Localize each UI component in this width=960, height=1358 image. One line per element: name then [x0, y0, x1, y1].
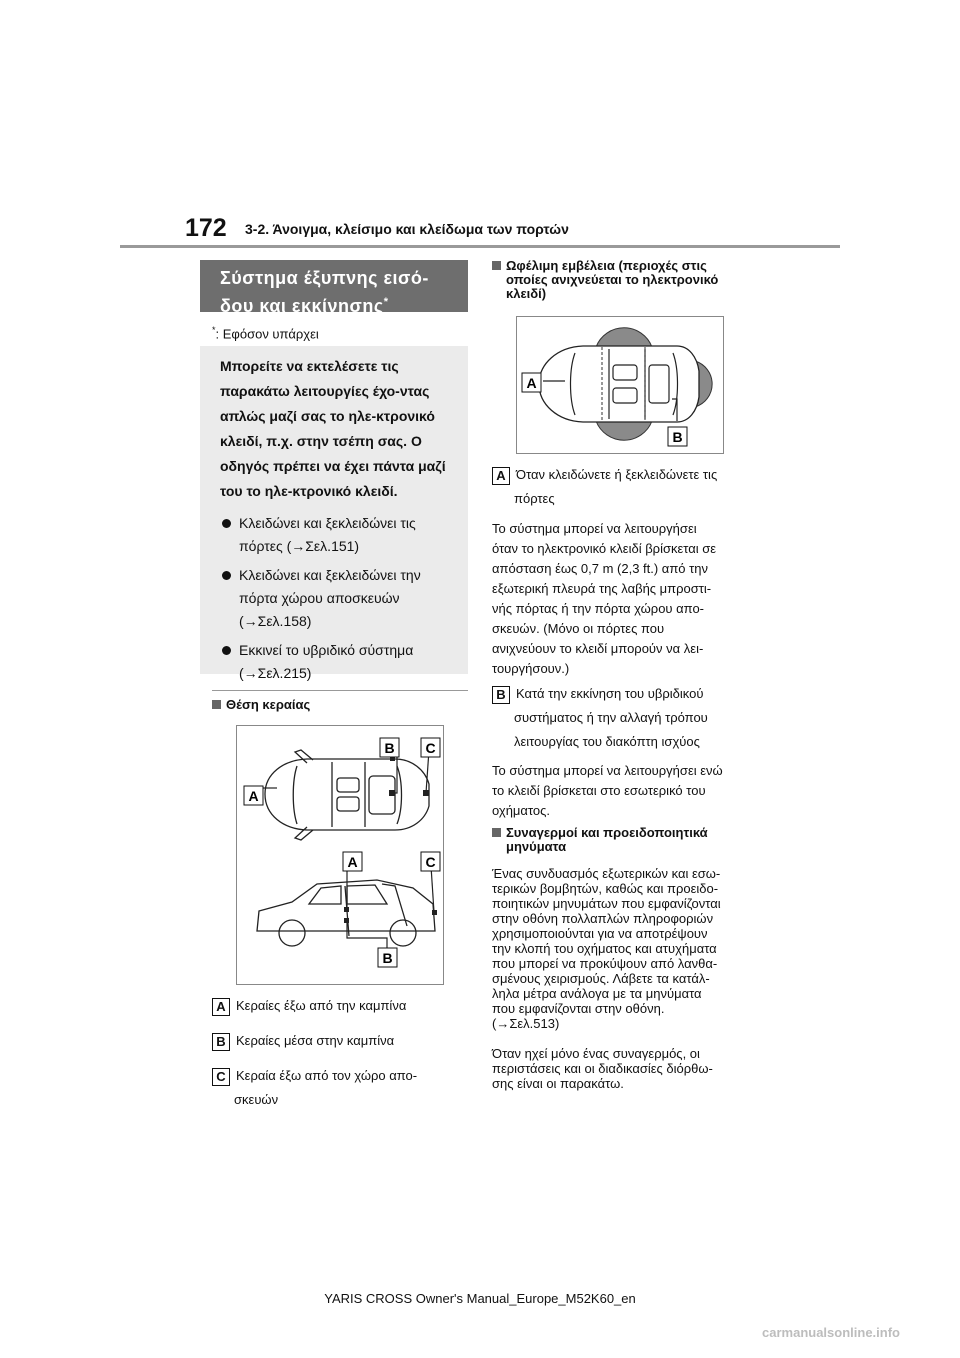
tag-c-side: C	[425, 854, 436, 870]
text-line: ανιχνεύουν το κλειδί μπορούν να λει-	[492, 641, 704, 656]
antenna-figure	[236, 725, 444, 985]
antenna-diagram	[237, 726, 443, 984]
footnote-text: : Εφόσον υπάρχει	[215, 326, 319, 342]
footnote	[212, 325, 319, 341]
text-line: οχήματος.	[492, 803, 550, 818]
bullet-text: Κλειδώνει και ξεκλειδώνει την πόρτα χώρου αποσκευών (→Σελ.158)	[239, 567, 421, 629]
text-line: τουργήσουν.)	[492, 661, 570, 676]
header-rule	[120, 245, 840, 248]
range-b-cont-1: συστήματος ή την αλλαγή τρόπου	[514, 710, 708, 725]
antenna-markers	[344, 756, 437, 923]
heading-asterisk: *	[383, 296, 389, 308]
tag-b-side: B	[382, 950, 393, 966]
text-line: χρησιμοποιούνται για να αποτρέψουν	[492, 926, 708, 941]
text-line: που μπορεί να προκύψουν από λανθα-	[492, 956, 718, 971]
text-line: ληλα μέτρα ανάλογα με τα μηνύματα	[492, 986, 702, 1001]
info-intro: Μπορείτε να εκτελέσετε τις παρακάτω λειτουργίες έχο-ντας απλώς μαζί σας το ηλε-κτρονικό κλειδί, π.χ. στην τσέπη σας. Ο οδηγός πρέπει να έχει πάντα μαζί του το ηλε-κτρονικό κλειδί.	[220, 358, 446, 499]
alarm-heading-line-2: μηνύματα	[506, 839, 567, 854]
text-line: εξωτερική πλευρά της λαβής μπροστι-	[492, 581, 712, 596]
heading-line-1: Σύστημα έξυπνης εισό-	[220, 268, 429, 288]
tag-a: A	[492, 467, 510, 485]
legend-a	[212, 994, 406, 1018]
tag-b-fig: B	[672, 429, 683, 445]
bullet-text: Εκκινεί το υβριδικό σύστημα (→Σελ.215)	[239, 642, 414, 681]
text-line: σκευών. (Μόνο οι πόρτες που	[492, 621, 665, 636]
list-item	[220, 512, 458, 558]
square-bullet-icon	[492, 828, 501, 837]
tag-a-top: A	[248, 788, 259, 804]
bullet-icon	[222, 519, 231, 528]
range-heading-line-2: οποίες ανιχνεύεται το ηλεκτρονικό	[506, 272, 719, 287]
range-heading-line-3: κλειδί)	[506, 286, 547, 301]
divider	[212, 690, 468, 691]
square-bullet-icon	[492, 261, 501, 270]
text-line: το κλειδί βρίσκεται στο εσωτερικό του	[492, 783, 706, 798]
square-bullet-icon	[212, 700, 221, 709]
tag-c-top: C	[425, 740, 436, 756]
section-title: 3-2. Άνοιγμα, κλείσιμο και κλείδωμα των πορτών	[245, 221, 569, 237]
legend-c-cont: σκευών	[234, 1092, 279, 1107]
range-a-paragraph	[492, 519, 716, 679]
range-b-paragraph	[492, 761, 723, 821]
tag-a-fig: A	[526, 375, 537, 391]
heading-line-2: δου και εκκίνησης	[220, 296, 384, 316]
legend-b	[212, 1029, 394, 1053]
feature-list	[220, 512, 458, 685]
text-line: περιστάσεις και οι διαδικασίες διόρθω-	[492, 1061, 713, 1076]
info-box	[200, 346, 468, 681]
bullet-icon	[222, 646, 231, 655]
text-line: (→Σελ.513)	[492, 1016, 560, 1031]
legend-c	[212, 1064, 417, 1088]
range-b-text: Κατά την εκκίνηση του υβριδικού	[516, 686, 704, 701]
range-b	[492, 682, 703, 706]
text-line: τερικών βομβητών, καθώς και προειδο-	[492, 881, 719, 896]
antenna-heading-text: Θέση κεραίας	[226, 697, 311, 712]
range-b-cont-2: λειτουργίας του διακόπτη ισχύος	[514, 734, 700, 749]
footnote-mark: *	[212, 325, 216, 335]
page-number: 172	[185, 214, 227, 242]
alarm-heading-line-1: Συναγερμοί και προειδοποιητικά	[506, 825, 708, 840]
section-heading-box	[200, 260, 468, 316]
text-line: απόσταση έως 0,7 m (2,3 ft.) από την	[492, 561, 708, 576]
text-line: όταν το ηλεκτρονικό κλειδί βρίσκεται σε	[492, 541, 717, 556]
text-line: Το σύστημα μπορεί να λειτουργήσει	[492, 521, 697, 536]
list-item	[220, 564, 458, 633]
range-figure	[516, 316, 724, 454]
text-line: σης είναι οι παρακάτω.	[492, 1076, 624, 1091]
tag-b: B	[212, 1033, 230, 1051]
tag-a-side: A	[347, 854, 358, 870]
car-top-view	[265, 750, 429, 840]
text-line: την κλοπή του οχήματος και ατυχήματα	[492, 941, 717, 956]
text-line: νής πόρτας ή την πόρτα χώρου απο-	[492, 601, 704, 616]
tag-b-top: B	[384, 740, 395, 756]
range-a	[492, 463, 717, 487]
car-side-view	[257, 880, 435, 946]
bullet-icon	[222, 571, 231, 580]
legend-c-text: Κεραία έξω από τον χώρο απο-	[236, 1068, 418, 1083]
text-line: Το σύστημα μπορεί να λειτουργήσει ενώ	[492, 763, 723, 778]
bullet-text: Κλειδώνει και ξεκλειδώνει τις πόρτες (→Σελ.151)	[239, 515, 416, 554]
legend-b-text: Κεραίες μέσα στην καμπίνα	[236, 1033, 395, 1048]
text-line: που εμφανίζονται στην οθόνη.	[492, 1001, 665, 1016]
alarm-paragraph	[492, 866, 721, 1031]
text-line: ποιητικών μηνυμάτων που εμφανίζονται	[492, 896, 721, 911]
tag-c: C	[212, 1068, 230, 1086]
tag-b: B	[492, 686, 510, 704]
range-a-text: Όταν κλειδώνετε ή ξεκλειδώνετε τις	[516, 467, 718, 482]
text-line: στην οθόνη πολλαπλών πληροφοριών	[492, 911, 714, 926]
tag-a: A	[212, 998, 230, 1016]
legend-a-text: Κεραίες έξω από την καμπίνα	[236, 998, 407, 1013]
range-heading-line-1: Ωφέλιμη εμβέλεια (περιοχές στις	[506, 258, 707, 273]
text-line: Όταν ηχεί μόνο ένας συναγερμός, οι	[492, 1046, 700, 1061]
footer: YARIS CROSS Owner's Manual_Europe_M52K60_en	[324, 1291, 636, 1306]
list-item	[220, 639, 458, 685]
text-line: Ένας συνδυασμός εξωτερικών και εσω-	[492, 866, 721, 881]
watermark: carmanualsonline.info	[762, 1325, 900, 1340]
range-heading	[492, 259, 718, 301]
range-diagram	[517, 317, 723, 453]
antenna-heading	[212, 697, 310, 712]
text-line: σμένους χειρισμούς. Λάβετε τα κατάλ-	[492, 971, 710, 986]
range-a-cont: πόρτες	[514, 491, 555, 506]
alarm-heading	[492, 826, 708, 854]
alarm-paragraph-2	[492, 1046, 713, 1091]
